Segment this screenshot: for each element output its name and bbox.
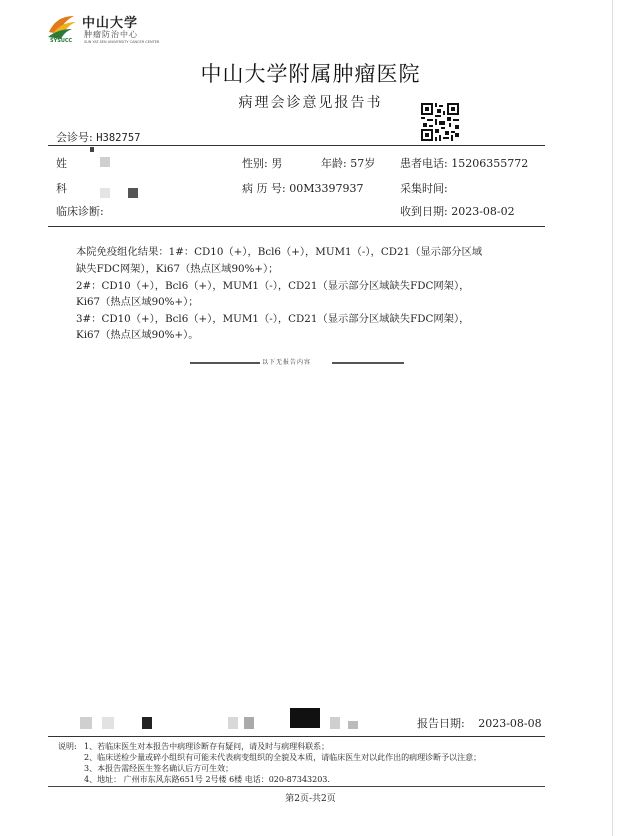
findings-line: 3#：CD10（+），Bcl6（+），MUM1（-），CD21（显示部分区域缺失FDC网架）， (76, 313, 470, 325)
qr-code-icon (421, 103, 459, 141)
findings-line: 缺失FDC网架），Ki67（热点区域90%+）； (76, 263, 279, 275)
findings-line: 2#：CD10（+），Bcl6（+），MUM1（-），CD21（显示部分区域缺失FDC网架）， (76, 280, 470, 292)
record-number-field (242, 180, 363, 196)
gender-value: 男 (271, 157, 283, 170)
age-field (321, 155, 375, 171)
redacted-department-mark (128, 188, 138, 198)
report-date-field (417, 715, 542, 731)
redacted-signature (80, 717, 92, 729)
header-divider (48, 145, 545, 146)
patient-name-label: 姓 (56, 157, 67, 170)
info-divider (48, 226, 545, 227)
redacted-signature (348, 721, 358, 729)
department-label: 科 (56, 182, 67, 195)
redacted-signature (102, 717, 114, 729)
redacted-signature (290, 708, 320, 728)
page-edge (612, 0, 613, 836)
report-date-value: 2023-08-08 (478, 717, 542, 730)
gender-field (242, 155, 282, 171)
consultation-number-value: H382757 (96, 132, 141, 144)
patient-phone-value: 15206355772 (451, 157, 529, 170)
findings-line: Ki67（热点区域90%+）。 (76, 329, 199, 341)
end-marker-line-right (332, 362, 404, 364)
note-line: 1、若临床医生对本报告中病理诊断存有疑问，请及时与病理科联系； (84, 742, 330, 751)
consultation-number (56, 129, 140, 145)
logo-subtitle: 肿瘤防治中心 (84, 30, 138, 39)
redacted-signature (244, 717, 254, 729)
clinical-diagnosis-label: 临床诊断: (56, 205, 104, 218)
received-date-field (400, 203, 515, 219)
logo-name: 中山大学 (82, 16, 139, 31)
consultation-number-label: 会诊号: (56, 131, 93, 144)
received-date-value: 2023-08-02 (451, 205, 515, 218)
record-number-value: 00M3397937 (289, 182, 364, 195)
age-value: 57岁 (350, 157, 376, 170)
footer-divider (48, 786, 545, 787)
redacted-signature (228, 717, 238, 729)
collect-time-field (400, 180, 448, 196)
hospital-logo-icon (46, 12, 78, 40)
logo-english: SUN YAT-SEN UNIVERSITY CANCER CENTER (84, 40, 160, 44)
findings-line: Ki67（热点区域90%+）； (76, 296, 199, 308)
end-marker-line-left (190, 362, 260, 364)
note-line: 3、本报告需经医生签名确认后方可生效； (84, 764, 234, 773)
patient-phone-field (400, 155, 528, 171)
notes-label: 说明: (58, 742, 77, 751)
findings-line: 本院免疫组化结果：1#：CD10（+），Bcl6（+），MUM1（-），CD21（显示部分区域 (76, 246, 483, 258)
collect-time-label: 采集时间: (400, 182, 448, 195)
redacted-department (100, 188, 110, 198)
end-of-report-marker: 以下无报告内容 (262, 359, 312, 366)
redaction-mark (90, 147, 94, 152)
patient-phone-label: 患者电话: (400, 157, 448, 170)
report-date-label: 报告日期: (417, 717, 465, 730)
redacted-signature (330, 717, 340, 729)
gender-label: 性别: (242, 157, 268, 170)
redacted-name (100, 157, 110, 167)
record-number-label: 病 历 号: (242, 182, 286, 195)
signature-divider (48, 736, 545, 737)
page-number: 第2页-共2页 (285, 794, 336, 804)
note-line: 4、地址： 广州市东风东路651号 2号楼 6楼 电话：020-87343203. (84, 775, 330, 784)
report-title: 病理会诊意见报告书 (238, 95, 383, 111)
hospital-title: 中山大学附属肿瘤医院 (200, 62, 421, 86)
note-line: 2、临床送检少量或碎小组织有可能未代表病变组织的全貌及本质，请临床医生对以此作出的病理诊断予以注意； (84, 753, 482, 762)
age-label: 年龄: (321, 157, 347, 170)
received-date-label: 收到日期: (400, 205, 448, 218)
logo-abbr: SYSUCC (50, 38, 73, 44)
redacted-signature (142, 717, 152, 729)
